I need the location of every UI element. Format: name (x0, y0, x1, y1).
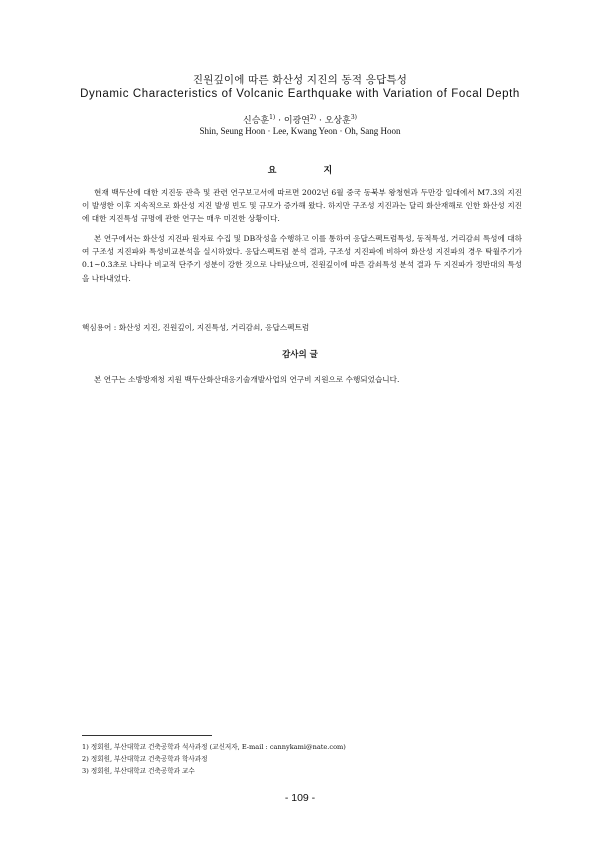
author-footnote-mark: 1) (269, 114, 276, 121)
author-name: 오상훈 (324, 116, 351, 126)
abstract-heading: 요 지 (267, 166, 355, 176)
abstract-paragraph-1: 현재 백두산에 대한 지진동 관측 및 관련 연구보고서에 따르면 2002년 6월 중국 동북부 왕청현과 두만강 일대에서 M7.3의 지진이 발생한 이후 지속적으로 화산성 지진 발생 빈도 및 규모가 증가해 왔다. 하지만 구조성 지진과는 달리 화산재해로 인한 화산성 지진에 대한 지진특성 규명에 관한 연구는 매우 미진한 상황이다. (82, 188, 522, 224)
footnotes (82, 741, 346, 777)
author-footnote-mark: 2) (309, 114, 317, 121)
paper-title-english: Dynamic Characteristics of Volcanic Earthquake with Variation of Focal Depth (80, 88, 520, 100)
author-name: 신승훈 (243, 116, 270, 126)
author-separator: · (316, 116, 325, 126)
footnote-item: 3) 정회원, 부산대학교 건축공학과 교수 (82, 767, 195, 775)
author-name: 이광연 (283, 116, 310, 126)
abstract-paragraph-2: 본 연구에서는 화산성 지진파 원자료 수집 및 DB작성을 수행하고 이를 통하여 응답스펙트럼특성, 동적특성, 거리감쇠 특성에 대하여 구조성 지진파와 특성비교분석을 실시하였다. 응답스펙트럼 분석 결과, 구조성 지진파에 비하여 화산성 지진파의 경우 탁월주기가 0.1~0.3초로 나타나 비교적 단주기 성분이 강한 것으로 나타났으며, 진원깊이에 따른 감쇠특성 분석 결과 두 지진파가 정반대의 특성을 나타내었다. (82, 234, 522, 283)
keywords: 핵심용어 : 화산성 지진, 진원깊이, 지진특성, 거리감쇠, 응답스펙트럼 (82, 323, 310, 332)
footnote-item: 2) 정회원, 부산대학교 건축공학과 학사과정 (82, 755, 208, 763)
author-list-korean (0, 113, 600, 126)
footnote-item: 1) 정회원, 부산대학교 건축공학과 석사과정 (교신저자, E-mail : cannykami@nate.com) (82, 743, 346, 751)
footnote-divider (82, 735, 212, 736)
acknowledgement-text: 본 연구는 소방방재청 지원 백두산화산대응기술개발사업의 연구비 지원으로 수행되었습니다. (94, 375, 400, 384)
paper-title-korean: 진원깊이에 따른 화산성 지진의 동적 응답특성 (192, 74, 408, 86)
author-list-english: Shin, Seung Hoon · Lee, Kwang Yeon · Oh, Sang Hoon (199, 126, 401, 136)
page-number: - 109 - (284, 792, 316, 804)
acknowledgement-heading: 감사의 글 (282, 350, 318, 360)
author-footnote-mark: 3) (350, 114, 357, 121)
author-separator: · (275, 116, 284, 126)
